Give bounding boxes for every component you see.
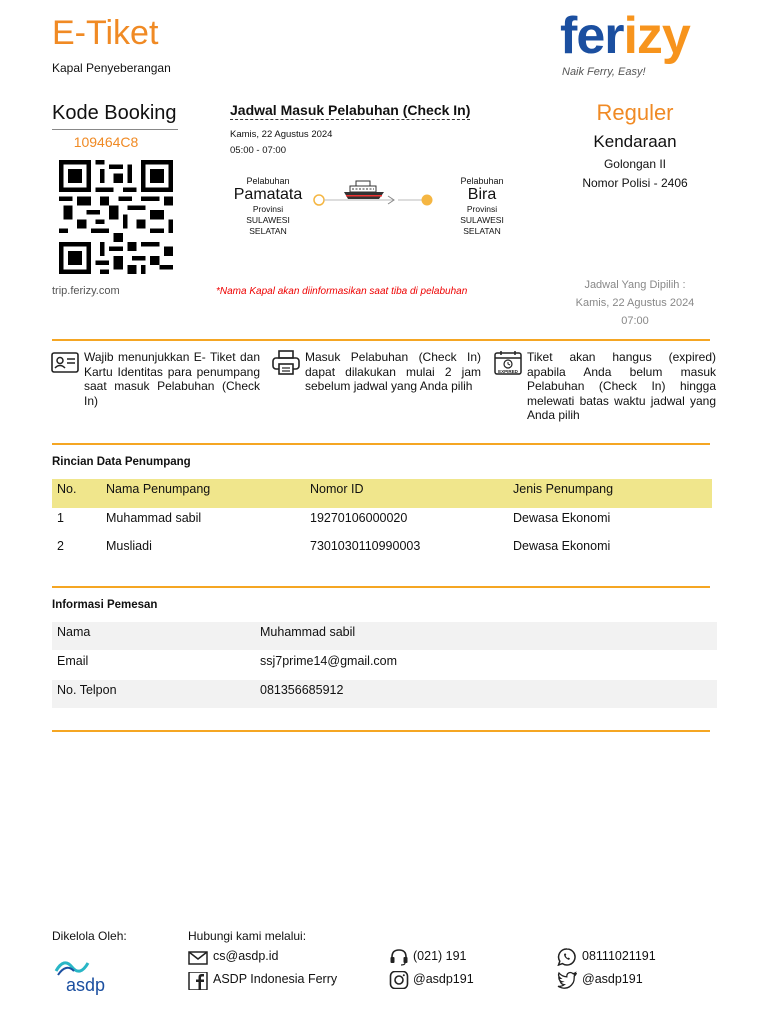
logo-part1: fer [560,7,624,65]
expired-calendar-icon [494,350,522,376]
origin-port [223,176,313,237]
orderer-row-bg [52,680,717,708]
col-header-type: Jenis Penumpang [513,482,614,496]
ship-icon [344,181,384,199]
divider [52,339,710,341]
divider [52,443,710,445]
vehicle-group: Golongan II [603,157,667,171]
facebook-icon [188,972,208,990]
divider [52,730,710,732]
divider [52,586,710,588]
ticket-title: E-Tiket [52,14,159,52]
booking-code-label: Kode Booking [52,102,177,124]
col-header-name: Nama Penumpang [106,482,211,496]
booking-code: 109464C8 [73,134,139,150]
instagram-icon [389,971,409,989]
destination-prov-line1: SULAWESI [460,215,504,225]
booking-divider [52,129,178,130]
twitter-icon [557,971,577,989]
destination-prov-label: Provinsi [466,204,498,214]
checkin-schedule-title: Jadwal Masuk Pelabuhan (Check In) [230,102,471,118]
orderer-value-name: Muhammad sabil [260,625,356,639]
chosen-schedule [560,276,710,330]
contact-email[interactable]: cs@asdp.id [213,949,279,963]
ferry-route-icon [312,178,434,206]
passenger-no: 2 [57,539,64,553]
printer-icon [272,350,300,376]
info-notice-2: Masuk Pelabuhan (Check In) dapat dilakukan mulai 2 jam sebelum jadwal yang Anda pilih [305,350,481,393]
passenger-type: Dewasa Ekonomi [513,539,611,553]
orderer-row-bg [52,622,717,650]
chosen-schedule-date: Kamis, 22 Agustus 2024 [575,297,695,309]
orderer-value-email: ssj7prime14@gmail.com [260,654,398,668]
origin-prov-line1: SULAWESI [246,215,290,225]
logo-tagline: Naik Ferry, Easy! [562,66,646,78]
orderer-label-phone: No. Telpon [57,683,117,697]
contact-twitter[interactable]: @asdp191 [582,972,643,986]
destination-prov-line2: SELATAN [463,226,501,236]
ship-name-note: *Nama Kapal akan diinformasikan saat tiba di pelabuhan [216,286,468,297]
chosen-schedule-label: Jadwal Yang Dipilih : [584,279,686,291]
service-type: Kendaraan [593,132,677,151]
col-header-id: Nomor ID [310,482,364,496]
orderer-section-title: Informasi Pemesan [52,599,158,611]
checkin-date: Kamis, 22 Agustus 2024 [230,129,333,140]
managed-by-label: Dikelola Oleh: [52,929,127,943]
qr-code-icon [56,160,176,274]
origin-port-label: Pelabuhan [246,176,290,186]
ferizy-logo [560,6,690,66]
contact-facebook[interactable]: ASDP Indonesia Ferry [213,972,338,986]
passenger-id: 7301030110990003 [310,539,421,553]
contact-phone[interactable]: (021) 191 [413,949,467,963]
passenger-name: Muhammad sabil [106,511,202,525]
orderer-label-email: Email [57,654,89,668]
ticket-subtitle: Kapal Penyeberangan [52,61,171,75]
passenger-id: 19270106000020 [310,511,408,525]
chosen-schedule-time: 07:00 [621,315,649,327]
passenger-no: 1 [57,511,64,525]
contact-label: Hubungi kami melalui: [188,929,307,943]
orderer-label-name: Nama [57,625,91,639]
checkin-time: 05:00 - 07:00 [230,145,286,156]
booking-website: trip.ferizy.com [52,285,120,297]
contact-instagram[interactable]: @asdp191 [413,972,474,986]
logo-part2: izy [623,7,690,65]
svg-text:EXPIRED: EXPIRED [498,369,518,374]
plate-number: Nomor Polisi - 2406 [582,176,688,190]
contact-whatsapp[interactable]: 08111021191 [582,949,656,963]
id-card-icon [51,350,79,376]
origin-port-name: Pamatata [233,186,303,203]
passenger-section-title: Rincian Data Penumpang [52,456,191,468]
email-icon [188,949,208,967]
col-header-no: No. [57,482,77,496]
origin-prov-line2: SELATAN [249,226,287,236]
passenger-name: Musliadi [106,539,152,553]
destination-port-name: Bira [467,186,497,203]
info-notice-3: Tiket akan hangus (expired) apabila Anda belum masuk Pelabuhan (Check In) hingga melewati batas waktu jadwal yang Anda pilih [527,350,716,422]
asdp-logo-text: asdp [66,975,106,995]
orderer-value-phone: 081356685912 [260,683,344,697]
asdp-logo [52,953,118,995]
destination-port [437,176,527,237]
whatsapp-icon [557,948,577,966]
destination-port-label: Pelabuhan [460,176,504,186]
service-class: Reguler [596,100,674,125]
passenger-type: Dewasa Ekonomi [513,511,611,525]
headset-icon [389,948,409,966]
info-notice-1: Wajib menunjukkan E- Tiket dan Kartu Identitas para penumpang saat masuk Pelabuhan (Check In) [84,350,260,408]
origin-prov-label: Provinsi [252,204,284,214]
